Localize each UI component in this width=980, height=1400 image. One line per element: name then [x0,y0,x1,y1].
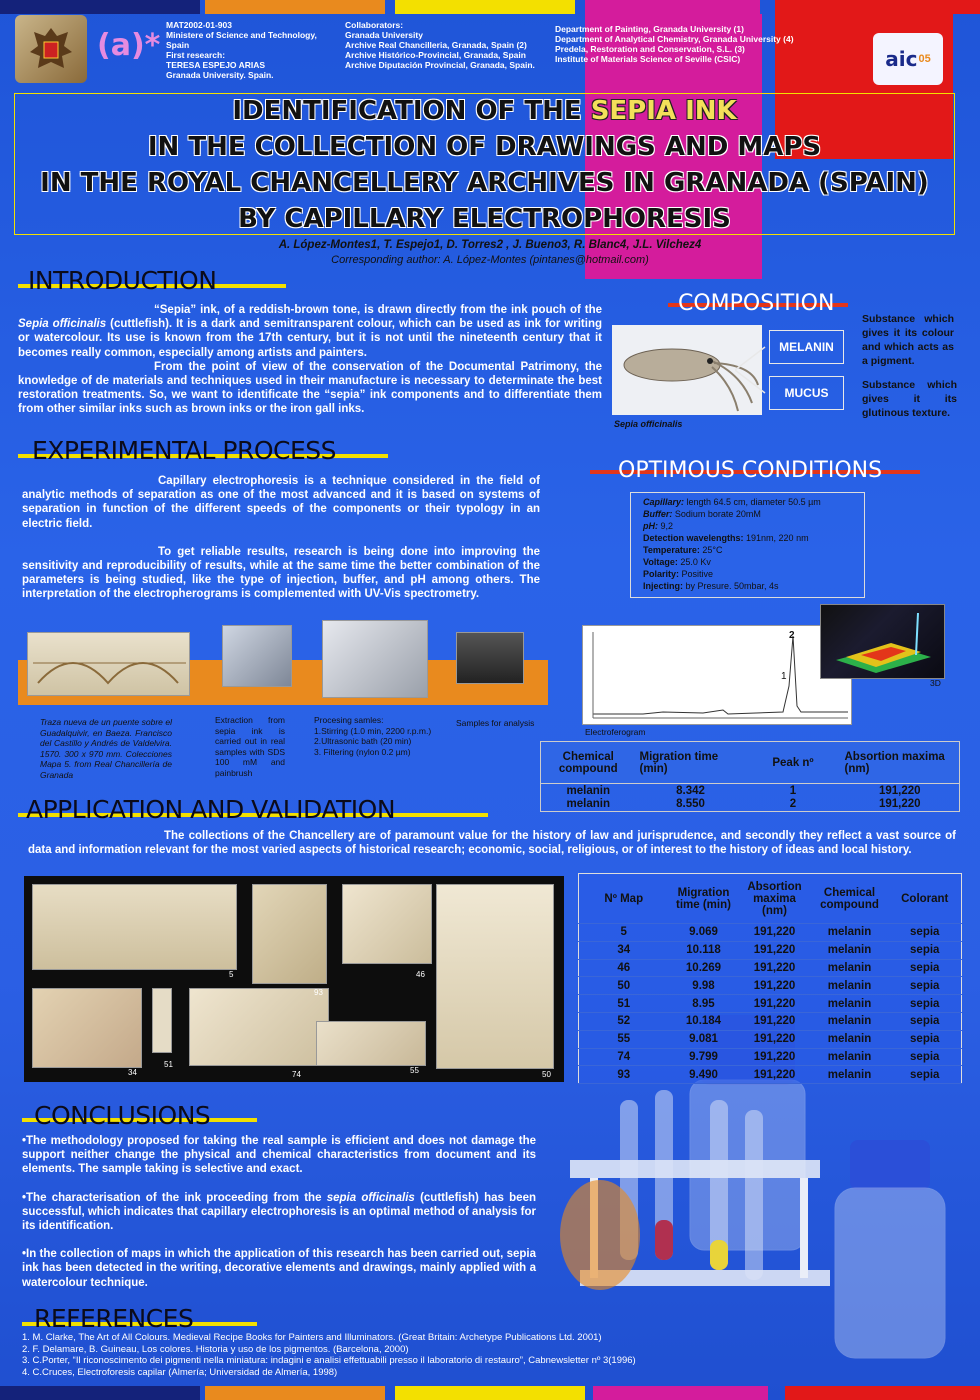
table-cell: 74 [579,1048,669,1066]
table-cell: 191,220 [739,995,811,1013]
table-cell: sepia [889,959,962,977]
peak-table-header: Peak nº [772,756,814,769]
table-cell: melanin [811,1012,889,1030]
samples-vials-image [456,632,524,684]
peak-table [540,741,960,812]
map-table-header: Colorant [889,874,962,924]
map-74-image [189,988,329,1066]
table-row [579,924,962,942]
maps-collage [24,876,564,1082]
aic-logo-text: aic [885,47,918,71]
table-cell: melanin [811,941,889,959]
electropherogram-trace [583,626,853,726]
caption-extraction: Extraction from sepia ink is carried out in real samples with SDS 100 mM and painbrush [215,715,285,778]
peak-table-header: Absortion maxima (nm) [844,750,945,775]
conclusion-3: •In the collection of maps in which the application of this research has been carried out, sepia ink has been detected in the writing, decorative elements and drawings, mainly applied with a watercolour technique. [22,1248,536,1289]
table-row [579,941,962,959]
peak-1-label: 1 [781,671,787,682]
intro-species: Sepia officinalis [18,318,107,331]
table-cell: sepia [889,1066,962,1084]
caption-processing: Procesing samles: 1.Stirring (1.0 min, 2200 r.p.m.) 2.Ultrasonic bath (20 min) 3. Filtering (nylon 0.2 µm) [314,715,432,757]
table-cell: 34 [579,941,669,959]
departments-info [555,24,815,64]
corresponding-author: Corresponding author: A. López-Montes (pintanes@hotmail.com) [331,254,649,266]
project-info [166,20,336,80]
table-cell: sepia [889,941,962,959]
table-cell: 93 [579,1066,669,1084]
map-table-header: Nº Map [579,874,669,924]
map-5-image [32,884,237,970]
top-bar-orange [205,0,385,14]
top-bar-red [775,0,980,14]
collab-line: Archive Diputación Provincial, Granada, Spain. [345,60,535,70]
table-cell: melanin [811,1048,889,1066]
map-table [578,873,962,1084]
caption-samples: Samples for analysis [456,718,535,728]
bottom-bar-navy [0,1386,200,1400]
3d-label: 3D [930,678,941,688]
bottom-bar-yellow [395,1386,585,1400]
table-cell: 191,220 [739,959,811,977]
table-row [579,1048,962,1066]
conclusions-text [22,1134,536,1290]
table-cell: 191,220 [739,1012,811,1030]
table-cell: 191,220 [739,1030,811,1048]
map-34-image [32,988,142,1068]
peak-table-header: Chemical compound [558,750,618,775]
references-heading: REFERENCES [34,1304,194,1333]
electropherogram-caption: Electroferogram [585,727,646,737]
table-cell: sepia [889,924,962,942]
project-line: Spain [166,40,190,50]
table-cell: 191,220 [739,1066,811,1084]
table-row [579,1066,962,1084]
composition-heading: COMPOSITION [678,291,835,316]
reference-item: 4. C.Cruces, Electroforesis capilar (Almería; Universidad de Almería, 1998) [22,1366,338,1378]
collab-line: Archive Real Chancilleria, Granada, Spain (2) [345,40,527,50]
caption-bridge: Traza nueva de un puente sobre el Guadalquivir, en Baeza. Francisco del Castillo y Andrés de Valdelvira. 1570. 300 x 970 mm. Colecciones Mapa 5. from Real Chancillería de Granada [40,717,172,780]
table-cell: 191,220 [739,1048,811,1066]
project-line: Granada University. Spain. [166,70,274,80]
table-row [579,959,962,977]
table-row [579,1030,962,1048]
intro-text [18,303,602,417]
composition-arrows [735,335,770,405]
table-cell: 9.081 [669,1030,739,1048]
table-cell: sepia [889,1012,962,1030]
title-highlight: SEPIA INK [590,96,737,126]
conclusions-heading: CONCLUSIONS [34,1101,211,1130]
table-cell: 5 [579,924,669,942]
table-cell: 10.184 [669,1012,739,1030]
table-cell: 52 [579,1012,669,1030]
table-cell: melanin [811,924,889,942]
table-cell: 50 [579,977,669,995]
project-line: TERESA ESPEJO ARIAS [166,60,266,70]
poster-title [14,93,955,237]
project-line: First research: [166,50,226,60]
melanin-box: MELANIN [769,330,844,364]
lab-equipment-image [322,620,428,698]
map-label: 93 [314,988,323,997]
map-table-header: Migration time (min) [669,874,739,924]
experimental-text [22,474,540,602]
optimous-heading: OPTIMOUS CONDITIONS [618,458,883,483]
map-50-image [436,884,554,1069]
logo-mark: (a)* [97,28,161,63]
dept-line: Institute of Materials Science of Seville (CSIC) [555,54,741,64]
collab-line: Collaborators: [345,20,404,30]
table-row: melanin 8.550 2 191,220 [566,798,921,811]
application-text: The collections of the Chancellery are of paramount value for the history of law and jurisprudence, and secondly they reflect a vast source of data and information relevant for the most varied aspects of historical research; economic, social, religious, or of interest to the history of ideas and local history. [28,830,956,857]
peak-table-header: Migration time (min) [639,750,719,775]
table-cell: 9.799 [669,1048,739,1066]
title-line-3: IN THE ROYAL CHANCELLERY ARCHIVES IN GRANADA (SPAIN) [40,168,929,198]
table-cell: sepia [889,1030,962,1048]
application-heading: APPLICATION AND VALIDATION [26,795,396,824]
table-cell: 191,220 [739,977,811,995]
map-table-header: Absortion maxima (nm) [739,874,811,924]
extraction-image [222,625,292,687]
reference-item: 1. M. Clarke, The Art of All Colours. Medieval Recipe Books for Painters and Illuminators. (Great Britain: Archetype Publications Ltd. 2001) [22,1332,602,1343]
table-cell: sepia [889,977,962,995]
bridge-arch-icon [28,633,191,697]
top-bar-navy [0,0,200,14]
table-cell: 55 [579,1030,669,1048]
table-cell: 8.95 [669,995,739,1013]
table-cell: melanin [811,977,889,995]
experimental-p1: Capillary electrophoresis is a technique considered in the field of analytic methods of separation as one of the most advanced and it is based on systems of separation in function of the different speeds of the components or their typology in an electric field. [22,475,540,530]
aic-logo [873,33,943,85]
collab-line: Granada University [345,30,423,40]
conditions-box: Capillary: length 64.5 cm, diameter 50.5 µm Buffer: Sodium borate 20mM pH: 9,2 Detection wavelengths: 191nm, 220 nm Temperature: 25°C Voltage: 25.0 Kv Polarity: Positive Injecting: by Presure. 50mbar, 4s [630,492,865,598]
table-row: melanin 8.342 1 191,220 [566,784,921,797]
intro-heading: INTRODUCTION [28,266,217,295]
table-cell: 46 [579,959,669,977]
authors: A. López-Montes1, T. Espejo1, D. Torres2 , J. Bueno3, R. Blanc4, J.L. Vilchez4 [278,239,702,251]
map-label: 5 [229,970,234,979]
title-line-1: IDENTIFICATION OF THE SEPIA INK [232,96,737,126]
table-cell: 9.069 [669,924,739,942]
conclusion-2-species: sepia officinalis [326,1191,415,1204]
project-line: Ministere of Science and Technology, [166,30,317,40]
table-cell: melanin [811,959,889,977]
bottom-bar-orange [205,1386,385,1400]
title-line-2: IN THE COLLECTION OF DRAWINGS AND MAPS [147,132,822,162]
table-cell: 10.269 [669,959,739,977]
map-label: 50 [542,1070,551,1079]
table-cell: melanin [811,1030,889,1048]
project-line: MAT2002-01-903 [166,20,232,30]
bridge-drawing-image [27,632,190,696]
electropherogram-chart [582,625,852,725]
map-label: 46 [416,970,425,979]
intro-p1-b: (cuttlefish). It is a dark and semitransparent colour, which can be used as ink for writing or watercolour. Its use is known from the 17th century, but it is not until the nineteenth century that it becomes really common, especially among artists and painters. [18,318,602,359]
bottom-bar-red [785,1386,980,1400]
mucus-desc: Substance which gives it its glutinous texture. [862,379,957,419]
melanin-desc: Substance which gives it its colour and which acts as a pigment. [862,313,954,367]
dept-line: Department of Analytical Chemistry, Granada University (4) [555,34,794,44]
title-line-4: BY CAPILLARY ELECTROPHORESIS [238,204,731,234]
map-label: 34 [128,1068,137,1077]
table-cell: sepia [889,1048,962,1066]
bottom-bar-magenta [593,1386,768,1400]
map-label: 55 [410,1066,419,1075]
conclusion-1: •The methodology proposed for taking the real sample is efficient and does not damage the support neither change the physical and chemical characteristics from document and its elements. The sample taking is selective and exact. [22,1135,536,1176]
table-row [579,1012,962,1030]
map-93-image [252,884,327,984]
map-46-image [342,884,432,964]
3d-surface-icon [821,605,946,680]
map-table-header: Chemical compound [811,874,889,924]
map-label: 51 [164,1060,173,1069]
map-55-image [316,1021,426,1066]
table-cell: 191,220 [739,924,811,942]
cuttlefish-caption: Sepia officinalis [614,419,683,429]
university-crest [15,15,87,83]
conclusion-2-a: •The characterisation of the ink proceeding from the [22,1191,327,1204]
experimental-heading: EXPERIMENTAL PROCESS [32,436,337,465]
table-row [579,977,962,995]
intro-p2: From the point of view of the conservation of the Documental Patrimony, the knowledge of de materials and techniques used in their manufacture is necessary to determinate the best restoration treatments. So, we want to identificate the “sepia” ink components and to differentiate them from other similar inks such as brown inks or the iron gall inks. [18,360,602,416]
collaborators-info [345,20,555,70]
crest-eagle-icon [24,22,78,76]
intro-p1-a: “Sepia” ink, of a reddish-brown tone, is drawn directly from the ink pouch of the [154,304,602,316]
references-list [22,1332,822,1378]
map-label: 74 [292,1070,301,1079]
dept-line: Department of Painting, Granada University (1) [555,24,744,34]
table-cell: 191,220 [739,941,811,959]
reference-item: 2. F. Delamare, B. Guineau, Los colores. Historia y uso de los pigmentos. (Barcelona, 2000) [22,1343,409,1355]
peak-2-label: 2 [789,630,795,641]
table-cell: 9.490 [669,1066,739,1084]
experimental-p2: To get reliable results, research is being done into improving the sensitivity and reproducibility of results, while at the same time the better combination of the parameters is being studied, like the type of injection, buffer, and pH among others. The interpretation of the electropherograms is complemented with UV-Vis spectrometry. [22,545,540,601]
table-cell: melanin [811,1066,889,1084]
conclusion-2-b: (cuttlefish) has been successful, which indicates that capillary electrophoresis is an optimal method of analysis for its identification. [22,1191,536,1233]
aic-logo-sub: 05 [918,53,931,65]
3d-plot-image [820,604,945,679]
top-bar-yellow [395,0,575,14]
reference-item: 3. C.Porter, “Il riconoscimento dei pigmenti nella miniatura: indagini e analisi effettuabili presso il laboratorio di restauro”, Cabnewsletter nº 3(1996) [22,1355,636,1366]
dept-line: Predela, Restoration and Conservation, S.L. (3) [555,44,745,54]
table-cell: 9.98 [669,977,739,995]
table-cell: melanin [811,995,889,1013]
table-cell: sepia [889,995,962,1013]
map-51-image [152,988,172,1053]
table-cell: 51 [579,995,669,1013]
mucus-box: MUCUS [769,376,844,410]
table-row [579,995,962,1013]
table-cell: 10.118 [669,941,739,959]
top-bar-magenta [585,0,760,14]
collab-line: Archive Histórico-Provincial, Granada, Spain [345,50,526,60]
